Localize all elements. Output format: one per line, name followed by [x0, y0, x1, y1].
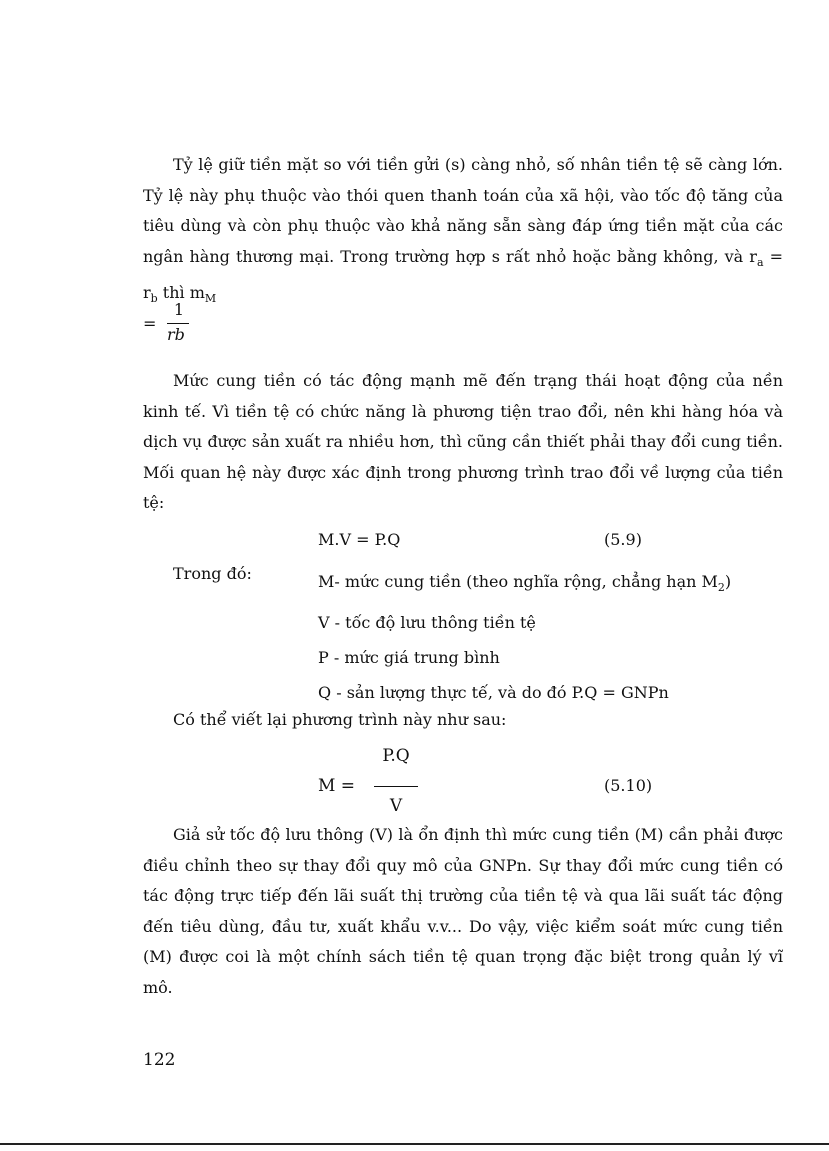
rewrite-sentence: Có thể viết lại phương trình này như sau: [173, 710, 507, 729]
equation-5-10-bar [374, 786, 418, 787]
definition-m-subscript: 2 [717, 581, 725, 595]
paragraph-1-text: Tỷ lệ giữ tiền mặt so với tiền gửi (s) càng nhỏ, số nhân tiền tệ sẽ càng lớn. Tỷ lệ này phụ thuộc vào thói quen thanh toán của xã hội, vào tốc độ tăng của tiêu dùng và còn phụ thuộc vào khả năng sẵn sàng đáp ứng tiền mặt của các ngân hàng thương mại. Trong trường hợp s rất nhỏ hoặc bằng không, và r [143, 155, 783, 266]
paragraph-1-mid: = r [143, 246, 784, 303]
subscript-m: M [204, 292, 217, 306]
fraction-numerator: 1 [173, 300, 185, 319]
equation-5-10-denominator: V [389, 796, 403, 816]
equation-5-10-numerator: P.Q [382, 746, 410, 766]
paragraph-money-multiplier [143, 150, 783, 315]
page-number: 122 [143, 1050, 176, 1070]
paragraph-velocity [143, 820, 783, 1003]
fraction-bar [167, 323, 189, 324]
variable-definitions [318, 564, 818, 710]
definition-p: P - mức giá trung bình [318, 648, 500, 668]
definition-v: V - tốc độ lưu thông tiền tệ [318, 613, 536, 633]
fraction-denominator: rb [167, 325, 185, 344]
paragraph-2-text: Mức cung tiền có tác động mạnh mẽ đến trạng thái hoạt động của nền kinh tế. Vì tiền tệ có chức năng là phương tiện trao đổi, nên khi hàng hóa và dịch vụ được sản xuất ra nhiều hơn, thì cũng cần thiết phải thay đổi cung tiền. Mối quan hệ này được xác định trong phương trình trao đổi về lượng của tiền tệ: [143, 371, 783, 512]
definition-m [318, 564, 818, 605]
paragraph-1-end: thì m [157, 283, 205, 303]
equation-5-10-number: (5.10) [604, 776, 653, 795]
definition-q: Q - sản lượng thực tế, và do đó P.Q = GNPn [318, 683, 669, 703]
equation-5-9-number: (5.9) [604, 530, 642, 549]
paragraph-3-text: Giả sử tốc độ lưu thông (V) là ổn định thì mức cung tiền (M) cần phải được điều chỉnh theo sự thay đổi quy mô của GNPn. Sự thay đổi mức cung tiền có tác động trực tiếp đến lãi suất thị trường của tiền tệ và qua lãi suất tác động đến tiêu dùng, đầu tư, xuất khẩu v.v... Do vậy, việc kiểm soát mức cung tiền (M) được coi là một chính sách tiền tệ quan trọng đặc biệt trong quản lý vĩ mô. [143, 825, 783, 997]
definition-m-close: ) [724, 572, 732, 591]
subscript-a: a [756, 255, 764, 269]
subscript-b: b [150, 292, 158, 306]
where-label: Trong đó: [173, 564, 252, 583]
equation-5-9: M.V = P.Q [318, 530, 401, 549]
fraction-equals-sign: = [143, 314, 157, 333]
paragraph-money-supply [143, 366, 783, 519]
page-bottom-border [0, 1143, 829, 1145]
definition-m-text: M- mức cung tiền (theo nghĩa rộng, chẳng hạn M [318, 572, 718, 591]
equation-5-10-lhs: M = [318, 776, 356, 796]
